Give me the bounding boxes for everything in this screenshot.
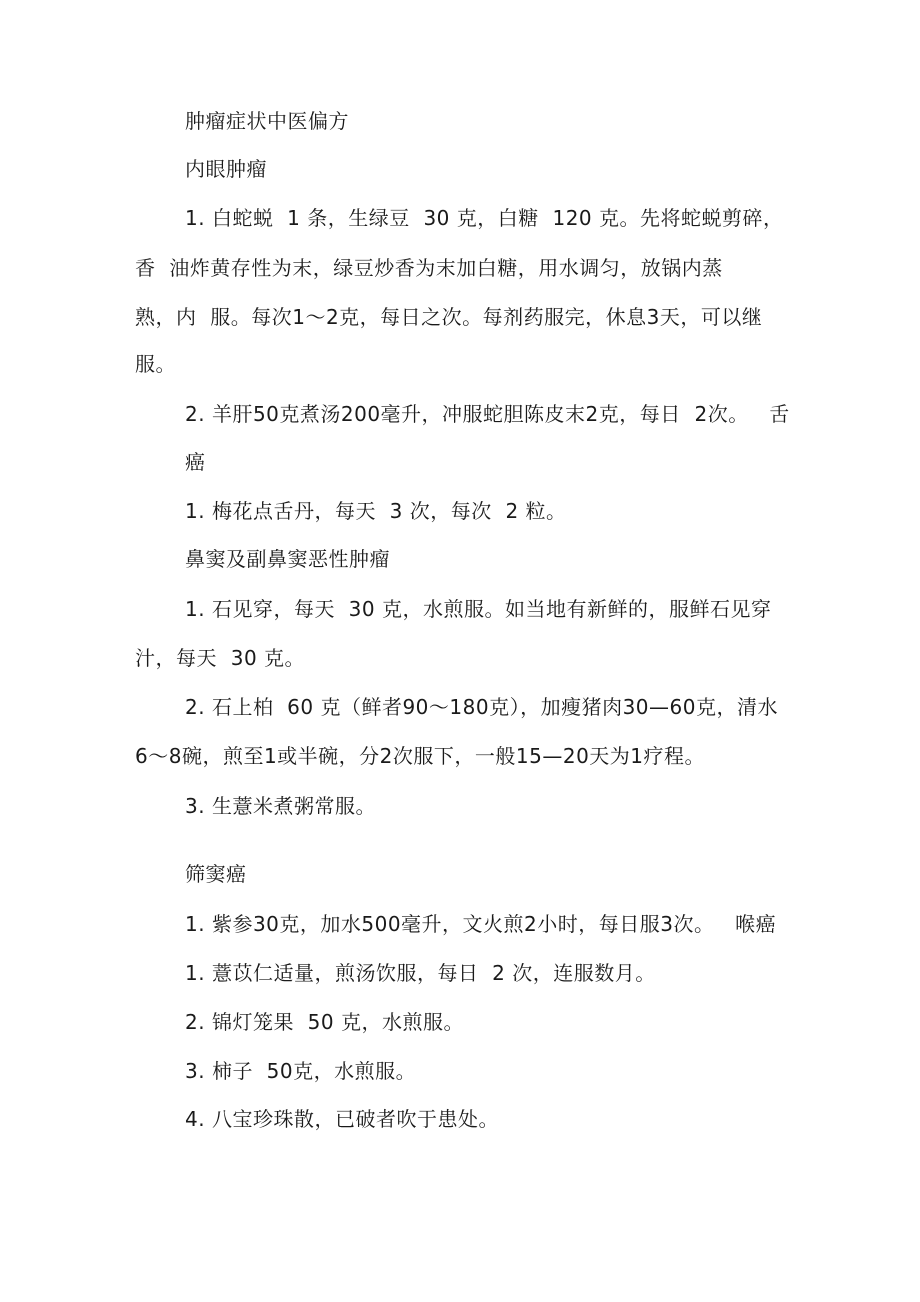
paragraph-line: 1. 白蛇蜕 1 条，生绿豆 30 克，白糖 120 克。先将蛇蜕剪碎， <box>185 206 784 230</box>
paragraph-line: 2. 锦灯笼果 50 克，水煎服。 <box>185 1010 464 1034</box>
paragraph-line: 3. 生薏米煮粥常服。 <box>185 794 376 818</box>
page-title: 肿瘤症状中医偏方 <box>185 109 349 133</box>
section-heading-ethmoid-cancer: 筛窦癌 <box>185 862 247 886</box>
paragraph-line: 熟，内 服。每次1～2克，每日之次。每剂药服完，休息3天，可以继 <box>135 305 763 329</box>
paragraph-line: 2. 羊肝50克煮汤200毫升，冲服蛇胆陈皮末2克，每日 2次。 舌 <box>185 402 790 426</box>
section-heading-eye-tumor: 内眼肿瘤 <box>185 157 267 181</box>
section-heading-tongue-cancer: 癌 <box>185 450 206 474</box>
paragraph-line: 香 油炸黄存性为末，绿豆炒香为末加白糖，用水调匀，放锅内蒸 <box>135 256 723 280</box>
paragraph-line: 2. 石上柏 60 克（鲜者90～180克），加瘦猪肉30—60克，清水 <box>185 695 778 719</box>
paragraph-line: 4. 八宝珍珠散，已破者吹于患处。 <box>185 1107 499 1131</box>
paragraph-line: 1. 薏苡仁适量，煎汤饮服，每日 2 次，连服数月。 <box>185 961 656 985</box>
paragraph-line: 1. 石见穿，每天 30 克，水煎服。如当地有新鲜的，服鲜石见穿 <box>185 597 772 621</box>
paragraph-line: 汁，每天 30 克。 <box>135 646 306 670</box>
paragraph-line: 服。 <box>135 352 176 376</box>
paragraph-line: 1. 梅花点舌丹，每天 3 次，每次 2 粒。 <box>185 499 567 523</box>
paragraph-line: 1. 紫参30克，加水500毫升，文火煎2小时，每日服3次。 喉癌 <box>185 912 777 936</box>
paragraph-line: 3. 柿子 50克，水煎服。 <box>185 1059 417 1083</box>
section-heading-sinus-tumor: 鼻窦及副鼻窦恶性肿瘤 <box>185 547 390 571</box>
paragraph-line: 6～8碗，煎至1或半碗，分2次服下，一般15—20天为1疗程。 <box>135 744 706 768</box>
